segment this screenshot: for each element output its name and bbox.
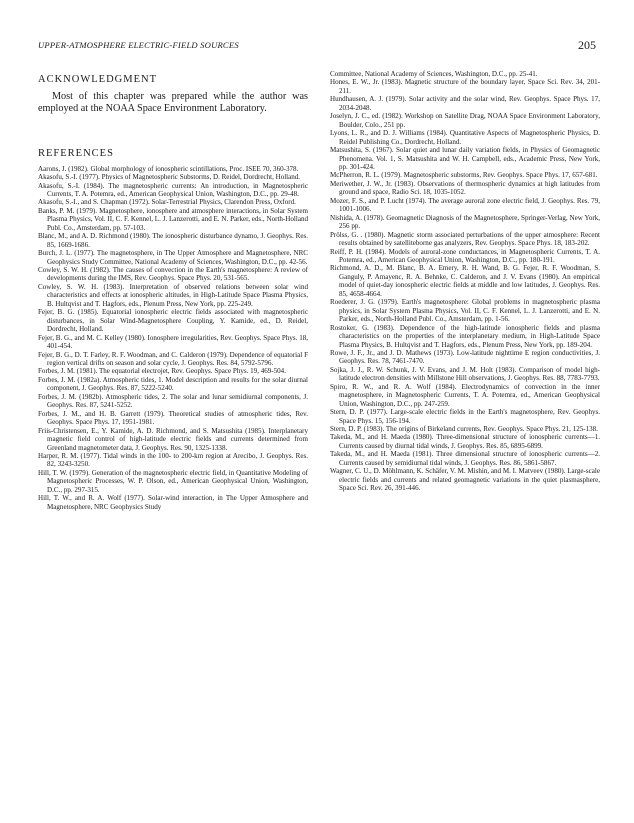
reference-entry: Rostoker, G. (1983). Dependence of the high-latitude ionospheric fields and plasma characteristics on the properties of the interplanetary medium, in High-Latitude Space Plasma Physics, B. Hultqvist and T. Hagfors, eds., Plenum Press, New York, pp. 189-204. bbox=[330, 323, 600, 349]
reference-entry: Akasofu, S.-I. (1984). The magnetospheric currents: An introduction, in Magnetospheric Currents, T. A. Potemra, ed., American Geophysical Union, Washington, D.C., pp. 29-48. bbox=[38, 181, 308, 198]
page-header bbox=[38, 38, 596, 54]
reference-entry: Akasofu, S.-I., and S. Chapman (1972). Solar-Terrestrial Physics, Clarendon Press, Oxford. bbox=[38, 198, 296, 207]
reference-entry: Spiro, R. W., and R. A. Wolf (1984). Electrodynamics of convection in the inner magnetosphere, in Magnetospheric Currents, T. A. Potemra, ed., American Geophysical Union, Washington, D.C., pp. 247-259. bbox=[330, 382, 600, 408]
reference-entry: Committee, National Academy of Sciences, Washington, D.C., pp. 25-41. bbox=[330, 70, 538, 78]
reference-entry: Aarons, J. (1982). Global morphology of ionospheric scintillations, Proc. ISEE 70, 360-378. bbox=[38, 164, 299, 173]
reference-entry: Fejer, B. G., D. T. Farley, R. F. Woodman, and C. Calderon (1979). Dependence of equatorial F region vertical drifts on season and solar cycle, J. Geophys. Res. 84, 5792-5796. bbox=[38, 350, 308, 368]
reference-entry: Forbes, J. M., and H. B. Garrett (1979). Theoretical studies of atmospheric tides, Rev. Geophys. Space Phys. 17, 1951-1981. bbox=[38, 409, 308, 427]
reference-entry: Richmond, A. D., M. Blanc, B. A. Emery, R. H. Wand, B. G. Fejer, R. F. Woodman, S. Ganguly, P. Amayenc, R. A. Behnke, C. Calderon, and J. V. Evans (1980). An empirical model of quiet-day ionospheric electric fields at middle and low latitudes, J. Geophys. Res. 85, 4658-4664. bbox=[330, 264, 600, 298]
reference-entry: Wagner, C. U., D. Möhlmann, K. Schäfer, V. M. Mishin, and M. I. Matveev (1980). Large-scale electric fields and currents and related geomagnetic variations in the quiet plasmasphere, Space Sci. Rev. 26, 391-446. bbox=[330, 467, 600, 493]
running-title: UPPER-ATMOSPHERE ELECTRIC-FIELD SOURCES bbox=[38, 40, 239, 50]
reference-list-right bbox=[330, 70, 600, 493]
reference-entry: Matsushita, S. (1967). Solar quiet and lunar daily variation fields, in Physics of Geomagnetic Phenomena. Vol. 1, S. Matsushita and W. H. Campbell, eds., Academic Press, New York, pp. 301-424. bbox=[330, 146, 600, 171]
reference-entry: Sojka, J. J., R. W. Schunk, J. V. Evans, and J. M. Holt (1983). Comparison of model high-latitude electron densities with Millstone Hill observations, J. Geophys. Res. 88, 7783-7793. bbox=[330, 365, 600, 383]
acknowledgment-text: Most of this chapter was prepared while the author was employed at the NOAA Space Environment Laboratory. bbox=[38, 91, 308, 115]
reference-entry: Nishida, A. (1978). Geomagnetic Diagnosis of the Magnetosphere, Springer-Verlag, New York, 256 pp. bbox=[330, 213, 600, 231]
reference-entry: Hill, T. W., and R. A. Wolf (1977). Solar-wind interaction, in The Upper Atmosphere and Magnetosphere, NRC Geophysics Study bbox=[38, 494, 308, 511]
reference-entry: Takeda, M., and H. Maeda (1980). Three-dimensional structure of ionospheric currents—1. Currents caused by diurnal tidal winds, J. Geophys. Res. 85, 6895-6899. bbox=[330, 433, 600, 450]
reference-entry: McPherron, R. L. (1979). Magnetospheric substorms, Rev. Geophys. Space Phys. 17, 657-681. bbox=[330, 171, 598, 180]
references-heading: REFERENCES bbox=[38, 147, 114, 159]
reference-list-left bbox=[38, 165, 308, 512]
reference-entry: Stern, D. P. (1983). The origins of Birkeland currents, Rev. Geophys. Space Phys. 21, 125-138. bbox=[330, 425, 598, 434]
reference-entry: Prölss, G. . (1980). Magnetic storm associated perturbations of the upper atmosphere: Recent results obtained by satelliteborne gas analyzers, Rev. Geophys. Space Phys. 18, 183-202. bbox=[330, 230, 600, 248]
reference-entry: Fejer, B. G., and M. C. Kelley (1980). Ionosphere irregularities, Rev. Geophys. Space Phys. 18, 401-454. bbox=[38, 333, 308, 351]
reference-entry: Rowe, J. F., Jr., and J. D. Mathews (1973). Low-latitude nighttime E region conductivities, J. Geophys. Res. 78, 7461-7470. bbox=[330, 348, 600, 366]
reference-entry: Takeda, M., and H. Maeda (1981). Three dimensional structure of ionospheric currents—2. Currents caused by semidiurnal tidal winds, J. Geophys. Res. 86, 5861-5867. bbox=[330, 450, 600, 467]
acknowledgment-heading: ACKNOWLEDGMENT bbox=[38, 74, 157, 85]
reference-entry: Blanc, M., and A. D. Richmond (1980). The ionospheric disturbance dynamo, J. Geophys. Res. 85, 1669-1686. bbox=[38, 232, 308, 249]
reference-entry: Forbes, J. M. (1981). The equatorial electrojet, Rev. Geophys. Space Phys. 19, 469-504. bbox=[38, 367, 286, 376]
reference-entry: Akasofu, S.-I. (1977). Physics of Magnetospheric Substorms, D. Reidel, Dordrecht, Holland. bbox=[38, 173, 301, 182]
reference-entry: Forbes, J. M. (1982a). Atmospheric tides, 1. Model description and results for the solar diurnal component, J. Geophys. Res. 87, 5222-5240. bbox=[38, 375, 308, 393]
reference-entry: Hill, T. W. (1979). Generation of the magnetospheric electric field, in Quantitative Modeling of Magnetospheric Processes, W. P. Olson, ed., American Geophysical Union, Washington, D.C., pp. 297-315. bbox=[38, 468, 308, 494]
reference-entry: Cowley, S. W. H. (1983). Interpretation of observed relations between solar wind characteristics and effects at ionospheric altitudes, in High-Latitude Space Plasma Physics, B. Hultqvist and T. Hagfors, eds., Plenum Press, New York, pp. 225-249. bbox=[38, 282, 308, 308]
reference-entry: Burch, J. L. (1977). The magnetosphere, in The Upper Atmosphere and Magnetosphere, NRC Geophysics Study Committee, National Academy of Sciences, Washington, D.C., pp. 42-56. bbox=[38, 249, 308, 266]
reference-entry: Roederer, J. G. (1979). Earth's magnetosphere: Global problems in magnetospheric plasma physics, in Solar System Plasma Physics, Vol. II, C. F. Kennel, L. J. Lanzerotti, and E. N. Parker, eds., North-Holland Publ. Co., Amsterdam, pp. 1-56. bbox=[330, 298, 600, 324]
reference-entry: Banks, P. M. (1979). Magnetosphere, ionosphere and atmosphere interactions, in Solar System Plasma Physics, Vol. II, C. F. Kennel, L. J. Lanzerotti, and E. N. Parker, eds., North-Holland Publ. Co., Amsterdam, pp. 57-103. bbox=[38, 206, 308, 232]
reference-entry: Forbes, J. M. (1982b). Atmospheric tides, 2. The solar and lunar semidiurnal components, J. Geophys. Res. 87, 5241-5252. bbox=[38, 392, 308, 410]
page-number: 205 bbox=[578, 38, 596, 52]
reference-entry: Harper, R. M. (1977). Tidal winds in the 100- to 200-km region at Arecibo, J. Geophys. Res. 82, 3243-3250. bbox=[38, 452, 308, 469]
reference-entry: Mozer, F. S., and P. Lucht (1974). The average auroral zone electric field, J. Geophys. Res. 79, 1001-1006. bbox=[330, 196, 600, 214]
left-column bbox=[38, 70, 308, 511]
reference-entry: Hundhausen, A. J. (1979). Solar activity and the solar wind, Rev. Geophys. Space Phys. 17, 2034-2048. bbox=[330, 95, 600, 112]
reference-entry: Cowley, S. W. H. (1982). The causes of convection in the Earth's magnetosphere: A review of developments during the IMS, Rev. Geophys. Space Phys. 20, 531-565. bbox=[38, 266, 308, 283]
reference-entry: Reiff, P. H. (1984). Models of auroral-zone conductances, in Magnetospheric Currents, T. A. Potemra, ed., American Geophysical Union, Washington, D.C., pp. 180-191. bbox=[330, 247, 600, 264]
reference-entry: Fejer, B. G. (1985). Equatorial ionospheric electric fields associated with magnetospheric disturbances, in Solar Wind-Magnetosphere Coupling, Y. Kamide, ed., D. Reidel, Dordrecht, Holland. bbox=[38, 308, 308, 334]
reference-entry: Meriwether, J. W., Jr. (1983). Observations of thermospheric dynamics at high latitudes from ground and space, Radio Sci. 18, 1035-1052. bbox=[330, 179, 600, 197]
reference-entry: Stern, D. P. (1977). Large-scale electric fields in the Earth's magnetosphere, Rev. Geophys. Space Phys. 15, 156-194. bbox=[330, 408, 600, 425]
reference-entry: Lyons, L. R., and D. J. Williams (1984). Quantitative Aspects of Magnetospheric Physics, D. Reidel Publishing Co., Dordrecht, Holland. bbox=[330, 129, 600, 146]
reference-entry: Friis-Christensen, E., Y. Kamide, A. D. Richmond, and S. Matsushita (1985). Interplanetary magnetic field control of high-latitude electric fields and currents determined from Greenland magnetometer data, J. Geophys. Res. 90, 1325-1338. bbox=[38, 426, 308, 452]
reference-entry: Hones, E. W., Jr. (1983). Magnetic structure of the boundary layer, Space Sci. Rev. 34, 201-211. bbox=[330, 78, 600, 95]
right-column bbox=[330, 70, 600, 493]
reference-entry: Joselyn, J. C., ed. (1982). Workshop on Satellite Drag, NOAA Space Environment Laboratory, Boulder, Colo., 251 pp. bbox=[330, 112, 600, 129]
